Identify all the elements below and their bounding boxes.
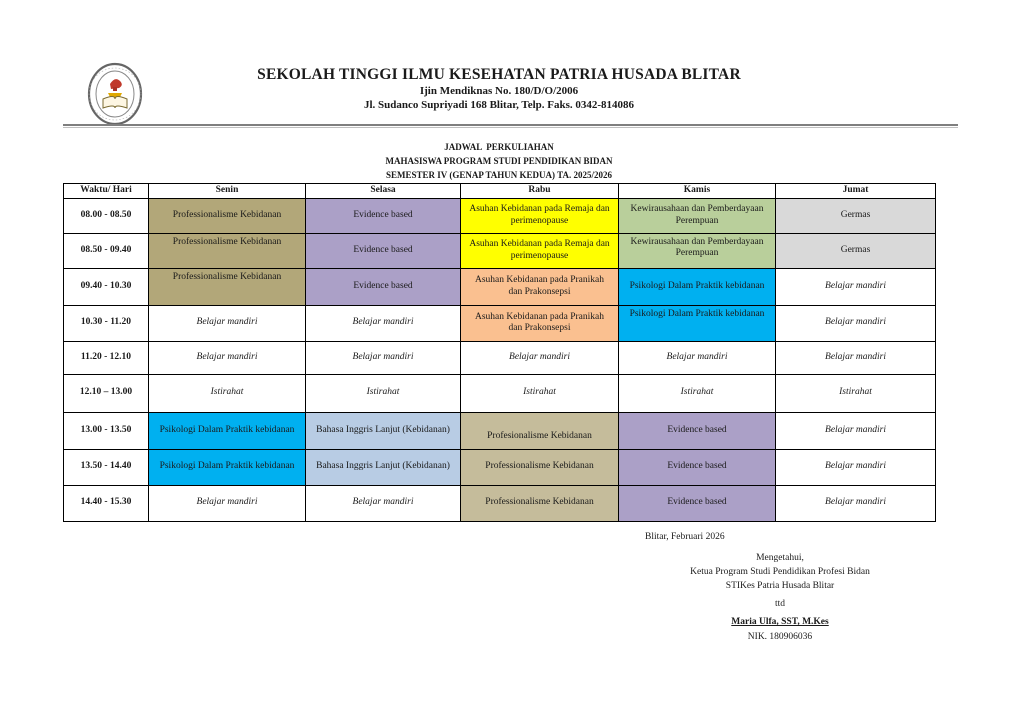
license-number: Ijin Mendiknas No. 180/D/O/2006 — [419, 85, 579, 97]
schedule-row — [64, 305, 936, 341]
schedule-cell: Professionalisme Kebidanan — [461, 449, 619, 485]
schedule-cell: Germas — [776, 233, 936, 268]
schedule-cell: Professionalisme Kebidanan — [149, 233, 306, 268]
signature-role-2: STIKes Patria Husada Blitar — [725, 581, 835, 591]
schedule-row — [64, 374, 936, 412]
title-line-3: SEMESTER IV (GENAP TAHUN KEDUA) TA. 2025/2026 — [386, 170, 612, 180]
schedule-cell: Belajar mandiri — [306, 485, 461, 521]
schedule-cell: Belajar mandiri — [306, 305, 461, 341]
title-line-2: MAHASISWA PROGRAM STUDI PENDIDIKAN BIDAN — [385, 156, 613, 166]
schedule-cell: Evidence based — [306, 268, 461, 305]
column-header-rabu: Rabu — [461, 184, 619, 199]
schedule-cell: Bahasa Inggris Lanjut (Kebidanan) — [306, 449, 461, 485]
schedule-cell: Germas — [776, 198, 936, 233]
schedule-cell: Belajar mandiri — [776, 305, 936, 341]
schedule-cell: Psikologi Dalam Praktik kebidanan — [619, 268, 776, 305]
time-cell: 08.00 - 08.50 — [64, 198, 149, 233]
schedule-cell: Evidence based — [306, 198, 461, 233]
time-cell: 09.40 - 10.30 — [64, 268, 149, 305]
schedule-cell: Belajar mandiri — [776, 449, 936, 485]
schedule-row — [64, 198, 936, 233]
schedule-cell: Belajar mandiri — [149, 485, 306, 521]
institution-name: SEKOLAH TINGGI ILMU KESEHATAN PATRIA HUSADA BLITAR — [257, 66, 741, 83]
schedule-cell: Asuhan Kebidanan pada Pranikah dan Prakonsepsi — [461, 268, 619, 305]
signature-block — [640, 551, 920, 644]
schedule-row — [64, 233, 936, 268]
time-cell: 08.50 - 09.40 — [64, 233, 149, 268]
schedule-cell: Belajar mandiri — [149, 305, 306, 341]
schedule-cell: Professionalisme Kebidanan — [461, 485, 619, 521]
schedule-row — [64, 485, 936, 521]
schedule-cell: Professionalisme Kebidanan — [149, 268, 306, 305]
column-header-kamis: Kamis — [619, 184, 776, 199]
schedule-cell: Professionalisme Kebidanan — [149, 198, 306, 233]
schedule-cell: Psikologi Dalam Praktik kebidanan — [619, 305, 776, 341]
schedule-cell: Istirahat — [619, 374, 776, 412]
schedule-cell: Istirahat — [306, 374, 461, 412]
column-header-jumat: Jumat — [776, 184, 936, 199]
signatory-name: Maria Ulfa, SST, M.Kes — [731, 617, 829, 627]
schedule-cell: Belajar mandiri — [776, 268, 936, 305]
schedule-cell: Belajar mandiri — [149, 341, 306, 374]
schedule-cell: Belajar mandiri — [776, 341, 936, 374]
time-cell: 10.30 - 11.20 — [64, 305, 149, 341]
schedule-cell: Kewirausahaan dan Pemberdayaan Perempuan — [619, 198, 776, 233]
schedule-cell: Belajar mandiri — [619, 341, 776, 374]
signature-mengetahui: Mengetahui, — [756, 553, 804, 563]
schedule-cell: Istirahat — [461, 374, 619, 412]
title-line-1: JADWAL PERKULIAHAN — [444, 142, 554, 152]
signature-ttd: ttd — [774, 599, 786, 609]
letterhead-divider — [63, 124, 958, 128]
column-header-senin: Senin — [149, 184, 306, 199]
schedule-cell: Profesionalisme Kebidanan — [461, 412, 619, 449]
column-header-selasa: Selasa — [306, 184, 461, 199]
schedule-cell: Belajar mandiri — [776, 412, 936, 449]
time-cell: 12.10 – 13.00 — [64, 374, 149, 412]
schedule-cell: Psikologi Dalam Praktik kebidanan — [149, 449, 306, 485]
schedule-cell: Istirahat — [149, 374, 306, 412]
schedule-cell: Evidence based — [306, 233, 461, 268]
schedule-cell: Asuhan Kebidanan pada Remaja dan perimenopause — [461, 233, 619, 268]
signature-role-1: Ketua Program Studi Pendidikan Profesi Bidan — [690, 567, 870, 577]
letterhead — [63, 66, 935, 112]
schedule-cell: Asuhan Kebidanan pada Remaja dan perimenopause — [461, 198, 619, 233]
schedule-table — [63, 183, 936, 522]
time-cell: 14.40 - 15.30 — [64, 485, 149, 521]
schedule-cell: Belajar mandiri — [306, 341, 461, 374]
schedule-cell: Belajar mandiri — [776, 485, 936, 521]
column-header-waktu-hari: Waktu/ Hari — [64, 184, 149, 199]
document-title-block — [63, 140, 935, 182]
schedule-cell: Belajar mandiri — [461, 341, 619, 374]
schedule-row — [64, 412, 936, 449]
schedule-cell: Bahasa Inggris Lanjut (Kebidanan) — [306, 412, 461, 449]
schedule-cell: Evidence based — [619, 485, 776, 521]
schedule-row — [64, 341, 936, 374]
schedule-cell: Kewirausahaan dan Pemberdayaan Perempuan — [619, 233, 776, 268]
signatory-nik: NIK. 180906036 — [747, 632, 813, 642]
schedule-cell: Asuhan Kebidanan pada Pranikah dan Prakonsepsi — [461, 305, 619, 341]
schedule-row — [64, 268, 936, 305]
schedule-cell: Evidence based — [619, 412, 776, 449]
institution-address: Jl. Sudanco Supriyadi 168 Blitar, Telp. Faks. 0342-814086 — [363, 99, 635, 111]
schedule-row — [64, 449, 936, 485]
time-cell: 11.20 - 12.10 — [64, 341, 149, 374]
schedule-cell: Psikologi Dalam Praktik kebidanan — [149, 412, 306, 449]
schedule-cell: Istirahat — [776, 374, 936, 412]
time-cell: 13.50 - 14.40 — [64, 449, 149, 485]
schedule-cell: Evidence based — [619, 449, 776, 485]
signature-place-date: Blitar, Februari 2026 — [645, 532, 725, 542]
time-cell: 13.00 - 13.50 — [64, 412, 149, 449]
schedule-table-container — [63, 183, 936, 522]
